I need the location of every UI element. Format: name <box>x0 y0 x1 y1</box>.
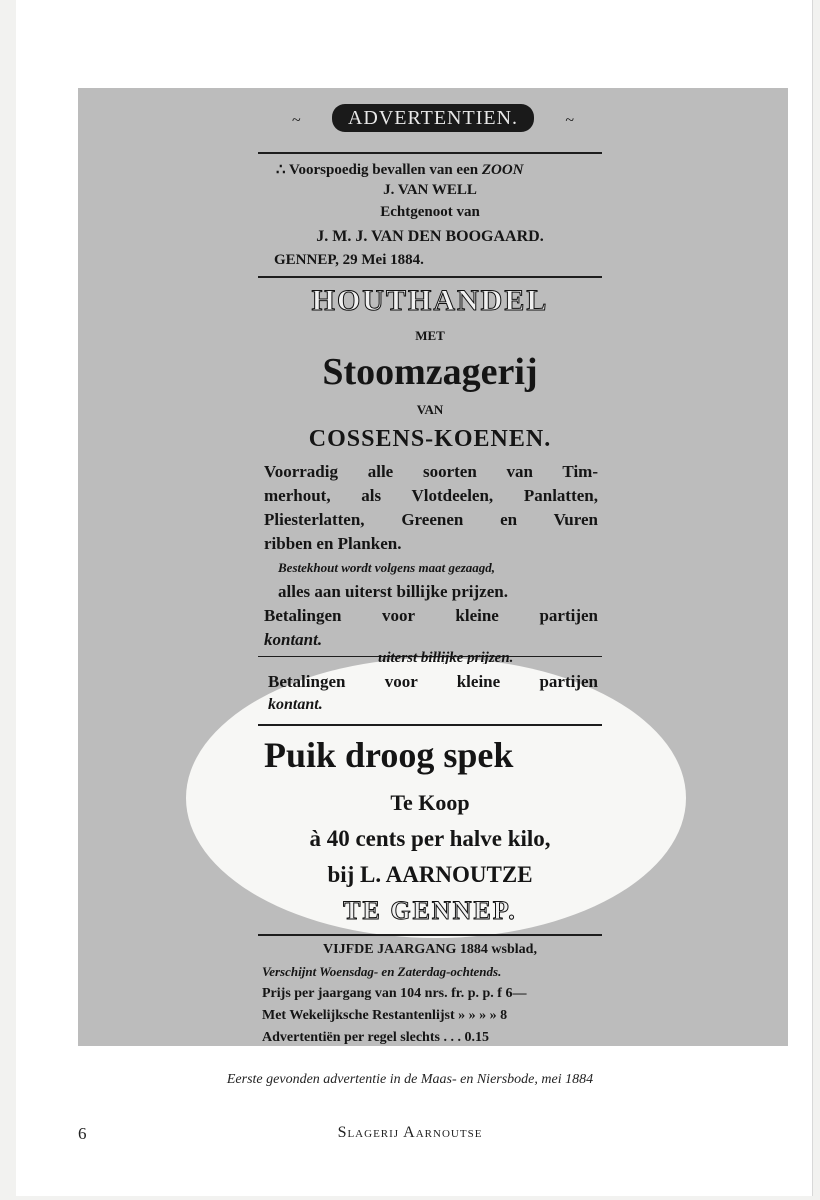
bacon-ad-line-4: bij L. AARNOUTZE <box>327 862 533 887</box>
timber-ad-title: HOUTHANDEL <box>311 284 549 317</box>
timber-ad-body-1: Voorradig alle soorten van Tim- <box>264 462 598 481</box>
timber-ad-business: Stoomzagerij <box>322 351 538 393</box>
page-number: 6 <box>78 1124 87 1143</box>
timber-ad-body-7: Betalingen voor kleine partijen <box>264 606 598 625</box>
birth-ad-line-4: J. M. J. VAN DEN BOOGAARD. <box>316 228 544 245</box>
running-title: Slagerij Aarnoutse <box>337 1124 483 1141</box>
dots-icon: ∴ <box>276 162 290 178</box>
banner-title: ADVERTENTIEN. <box>332 104 534 132</box>
timber-ad-van: VAN <box>416 402 444 417</box>
figure-caption: Eerste gevonden advertentie in de Maas- en Niersbode, mei 1884 <box>226 1072 594 1087</box>
timber-ad-body-6: alles aan uiterst billijke prijzen. <box>278 582 508 601</box>
timber-ad-body-5: Bestekhout wordt volgens maat gezaagd, <box>278 560 496 575</box>
masthead-line-5: Advertentiën per regel slechts . . . 0.15 <box>262 1030 489 1045</box>
bacon-ad-line-3: à 40 cents per halve kilo, <box>309 826 551 851</box>
timber-ad-owner: COSSENS-KOENEN. <box>308 426 552 452</box>
timber-ad-body-3: Pliesterlatten, Greenen en Vuren <box>264 510 598 529</box>
masthead-line-4: Met Wekelijksche Restantenlijst » » » » 8 <box>262 1008 508 1023</box>
birth-ad-line-3: Echtgenoot van <box>380 204 480 220</box>
masthead-line-2: Verschijnt Woensdag- en Zaterdag-ochtends. <box>262 964 502 979</box>
masthead-line-1: VIJFDE JAARGANG 1884 wsblad, <box>323 942 537 957</box>
divider <box>258 934 602 936</box>
timber-ad-body-8: kontant. <box>264 630 323 649</box>
birth-ad-line-2: J. VAN WELL <box>383 182 477 198</box>
divider <box>258 276 602 278</box>
timber-ad-duplicate-2: Betalingen voor kleine partijen <box>268 672 598 691</box>
timber-ad-met: MET <box>415 328 445 343</box>
timber-ad-body-4: ribben en Planken. <box>264 534 402 553</box>
bacon-ad-title: Puik droog spek <box>264 735 514 775</box>
birth-ad-line-1: ∴ Voorspoedig bevallen van een ZOON <box>276 162 524 178</box>
timber-ad-duplicate-3: kontant. <box>268 696 323 713</box>
timber-ad-duplicate-1: uiterst billijke prijzen. <box>378 650 514 664</box>
masthead-line-3: Prijs per jaargang van 104 nrs. fr. p. p. f 6— <box>262 986 527 1001</box>
timber-ad-body-2: merhout, als Vlotdeelen, Panlatten, <box>264 486 598 505</box>
newspaper-clipping <box>78 88 788 1046</box>
ornament-right-icon: ~ <box>565 112 574 129</box>
divider <box>258 724 602 726</box>
bacon-ad-line-2: Te Koop <box>390 790 470 815</box>
divider <box>258 152 602 154</box>
ornament-left-icon: ~ <box>292 112 301 129</box>
bacon-ad-line-5: TE GENNEP. <box>343 896 517 925</box>
birth-ad-line-5: GENNEP, 29 Mei 1884. <box>274 252 424 268</box>
advertisements-banner <box>292 104 574 134</box>
